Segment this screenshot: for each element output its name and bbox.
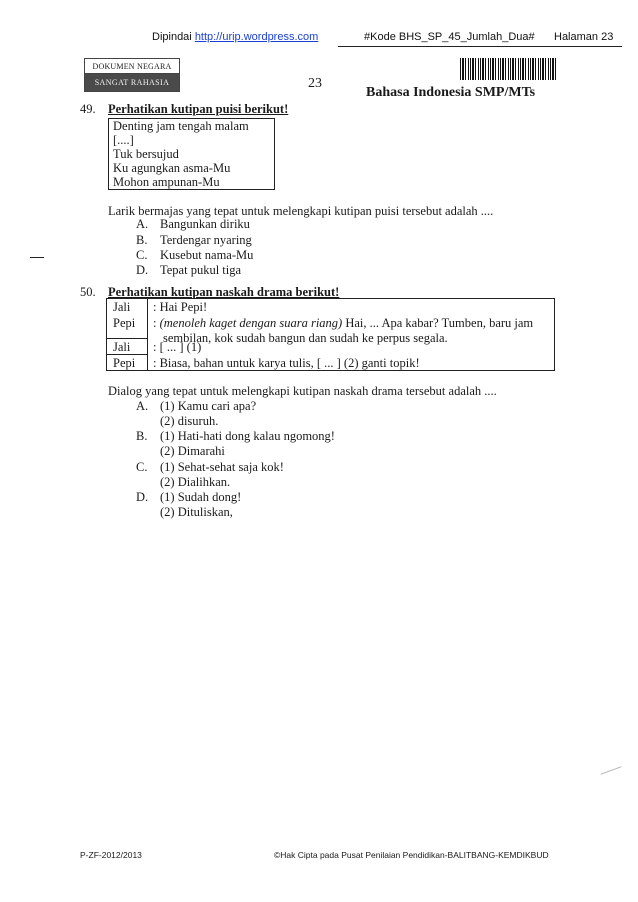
speaker-pepi: Pepi <box>113 356 136 370</box>
q50-question: Dialog yang tepat untuk melengkapi kutipan naskah drama tersebut adalah .... <box>108 384 497 398</box>
q50-option-letter: B. <box>136 429 148 443</box>
document-code: #Kode BHS_SP_45_Jumlah_Dua# <box>364 31 535 43</box>
poem-line: [....] <box>113 133 134 147</box>
q50-option-letter: D. <box>136 490 149 504</box>
q50-option-line: (1) Sehat-sehat saja kok! <box>160 460 284 474</box>
q50-option-line: (1) Kamu cari apa? <box>160 399 257 413</box>
classification-stamp <box>84 58 180 92</box>
q49-option-letter: A. <box>136 217 149 231</box>
poem-box <box>108 118 275 190</box>
q50-option-line: (2) Dialihkan. <box>160 475 231 489</box>
q49-question: Larik bermajas yang tepat untuk melengkapi kutipan puisi tersebut adalah .... <box>108 204 494 218</box>
speaker-pepi: Pepi <box>113 316 136 330</box>
stamp-bottom: SANGAT RAHASIA <box>85 74 179 91</box>
q50-number: 50. <box>80 285 96 299</box>
header-rule <box>338 46 622 47</box>
drama-box <box>106 298 555 371</box>
dialog-line: : Biasa, bahan untuk karya tulis, [ ... ] (2) ganti topik! <box>153 356 420 370</box>
dialog-line: : [ ... ] (1) <box>153 340 202 354</box>
speaker-divider <box>147 299 148 370</box>
poem-line: Tuk bersujud <box>113 147 179 161</box>
dialog-line <box>153 315 533 331</box>
speaker-jali: Jali <box>113 340 131 354</box>
footer-code: P-ZF-2012/2013 <box>80 850 142 860</box>
margin-mark <box>30 257 44 258</box>
scanned-prefix: Dipindai <box>152 31 192 43</box>
q49-option-text: Tepat pukul tiga <box>160 263 242 277</box>
q50-option-letter: C. <box>136 460 148 474</box>
q49-number: 49. <box>80 102 96 116</box>
stamp-top: DOKUMEN NEGARA <box>85 59 179 74</box>
poem-line: Ku agungkan asma-Mu <box>113 161 231 175</box>
subject-title: Bahasa Indonesia SMP/MTs <box>366 85 536 100</box>
q50-option-line: (2) disuruh. <box>160 414 219 428</box>
page-label: Halaman 23 <box>554 31 614 43</box>
barcode <box>460 58 558 80</box>
dialog-line: : Hai Pepi! <box>153 300 208 314</box>
q49-option-text: Kusebut nama-Mu <box>160 248 254 262</box>
q49-title: Perhatikan kutipan puisi berikut! <box>108 102 289 116</box>
q50-title: Perhatikan kutipan naskah drama berikut! <box>108 285 340 299</box>
q50-option-line: (2) Dimarahi <box>160 444 225 458</box>
q49-option-letter: C. <box>136 248 148 262</box>
speaker-jali: Jali <box>113 300 131 314</box>
copyright-text: Hak Cipta pada Pusat Penilaian Pendidikan-BALITBANG-KEMDIKBUD <box>280 850 549 860</box>
dialog-colon: : <box>153 316 157 330</box>
q50-option-letter: A. <box>136 399 149 413</box>
stage-direction: (menoleh kaget dengan suara riang) <box>159 316 343 330</box>
q49-option-text: Bangunkan diriku <box>160 217 250 231</box>
q49-option-letter: D. <box>136 263 149 277</box>
scan-edge-mark <box>600 766 621 774</box>
page-number: 23 <box>308 76 322 91</box>
q50-option-line: (1) Hati-hati dong kalau ngomong! <box>160 429 335 443</box>
dialog-text: Hai, ... Apa kabar? Tumben, baru jam <box>342 316 534 330</box>
q50-option-line: (1) Sudah dong! <box>160 490 242 504</box>
source-link[interactable]: http://urip.wordpress.com <box>194 31 319 43</box>
footer-copyright <box>274 850 549 860</box>
q49-option-letter: B. <box>136 233 148 247</box>
copyright-symbol: © <box>274 850 281 860</box>
dialog-line-cont: sembilan, kok sudah bangun dan sudah ke perpus segala. <box>163 331 448 345</box>
scan-header <box>152 31 318 43</box>
q50-option-line: (2) Dituliskan, <box>160 505 233 519</box>
q49-option-text: Terdengar nyaring <box>160 233 252 247</box>
poem-line: Denting jam tengah malam <box>113 119 249 133</box>
poem-line: Mohon ampunan-Mu <box>113 175 220 189</box>
